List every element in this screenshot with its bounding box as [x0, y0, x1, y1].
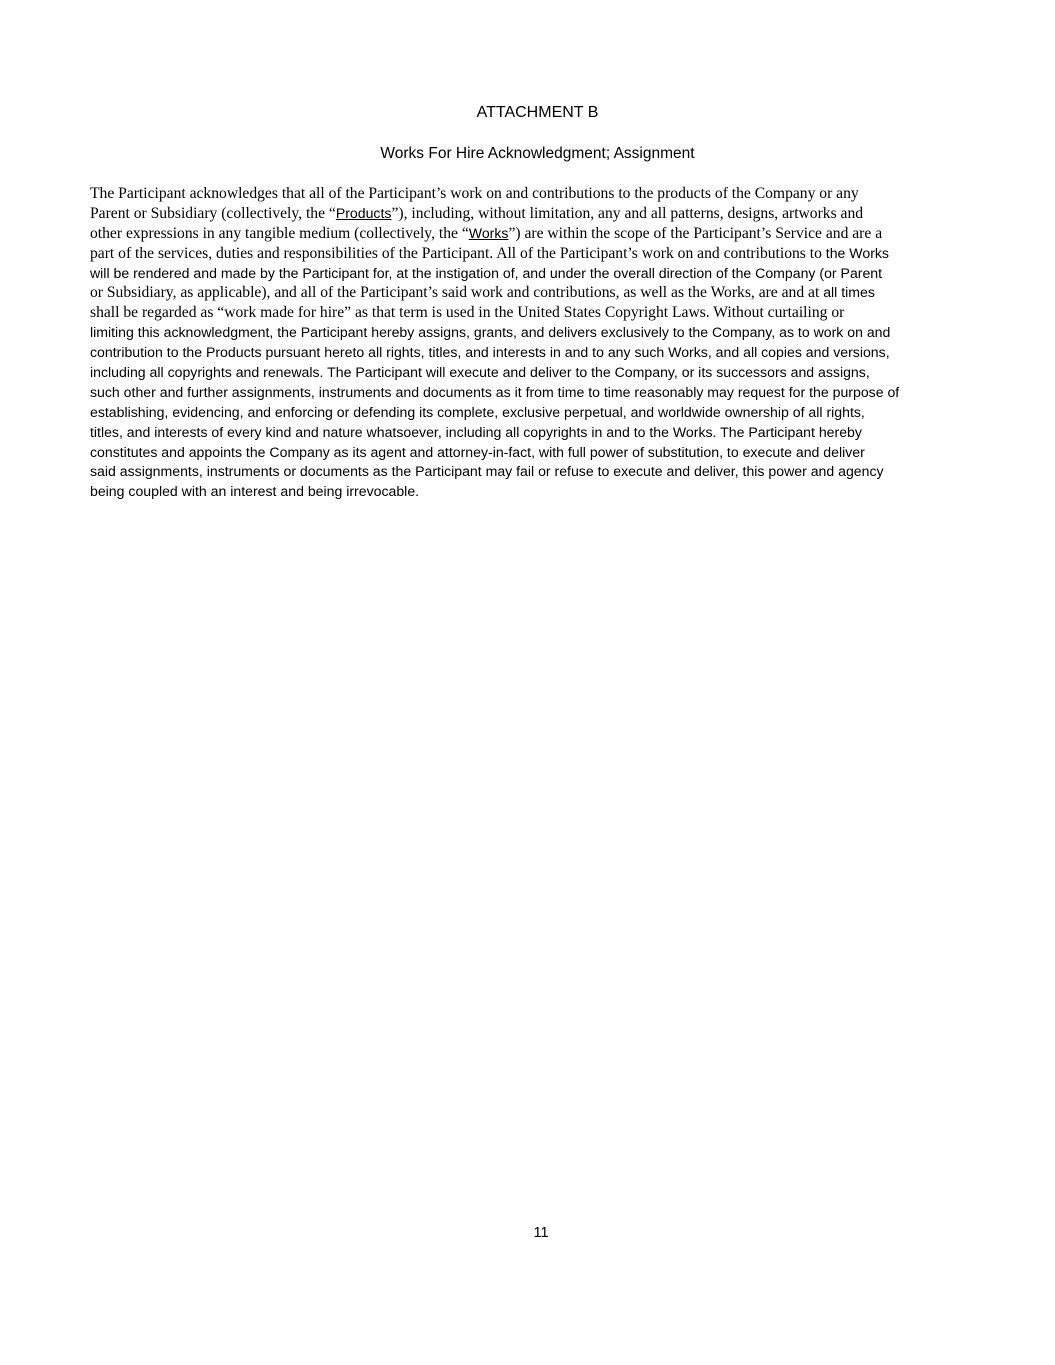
- text-run: shall be regarded as “work made for hire” as that term is used in the United States Copyright Laws. Without curtailing or: [90, 304, 845, 322]
- text-run: such other and further assignments, instruments and documents as it from time to time reasonably may request for the purpose of: [90, 383, 900, 400]
- text-run: establishing, evidencing, and enforcing or defending its complete, exclusive perpetual, and worldwide ownership of all rights,: [90, 403, 865, 420]
- text-run: part of the services, duties and responsibilities of the Participant. All of the Participant’s work on and contributions to: [90, 244, 826, 262]
- text-run: said assignments, instruments or documents as the Participant may fail or refuse to execute and deliver, this power and agency: [90, 463, 884, 480]
- text-run: being coupled with an interest and being irrevocable.: [90, 483, 420, 500]
- text-run: Parent or Subsidiary (collectively, the “: [90, 204, 336, 222]
- paragraph-line: [90, 303, 990, 323]
- text-run: limiting this acknowledgment, the Participant hereby assigns, grants, and delivers exclusively to the Company, as to work on and: [90, 324, 891, 341]
- text-run: including all copyrights and renewals. The Participant will execute and deliver to the Company, or its successors and assigns,: [90, 364, 870, 381]
- text-run: constitutes and appoints the Company as its agent and attorney-in-fact, with full power of substitution, to execute and deliver: [90, 443, 865, 460]
- text-run: other expressions in any tangible medium (collectively, the “: [90, 224, 469, 242]
- paragraph-line: [90, 323, 990, 343]
- defined-term: Works: [468, 224, 509, 241]
- text-run: all times: [823, 284, 875, 301]
- text-run: The Participant acknowledges that all of the Participant’s work on and contributions to the products of the Company or any: [90, 185, 859, 202]
- paragraph-line: [90, 244, 990, 264]
- paragraph-line: [90, 204, 990, 224]
- paragraph-line: [90, 343, 990, 363]
- paragraph-line: [90, 283, 990, 303]
- paragraph-line: [90, 383, 990, 403]
- paragraph-line: [90, 224, 990, 244]
- text-run: titles, and interests of every kind and nature whatsoever, including all copyrights in and to the Works. The Participant hereby: [90, 423, 862, 440]
- paragraph-line: [90, 462, 990, 482]
- text-run: contribution to the Products pursuant hereto all rights, titles, and interests in and to any such Works, and all copies and versions,: [90, 344, 890, 361]
- paragraph-line: [90, 423, 990, 443]
- page-number: 11: [533, 1225, 549, 1241]
- text-run: or Subsidiary, as applicable), and all of the Participant’s said work and contributions, as well as the Works, are and at: [90, 284, 824, 302]
- defined-term: Products: [335, 204, 392, 221]
- paragraph-line: [90, 443, 990, 463]
- paragraph-line: [90, 482, 990, 502]
- text-run: the Works: [825, 244, 889, 261]
- paragraph-line: [90, 363, 990, 383]
- text-run: ”) are within the scope of the Participant’s Service and are a: [508, 224, 883, 242]
- text-run: ”), including, without limitation, any and all patterns, designs, artworks and: [391, 204, 864, 222]
- paragraph-line: [90, 264, 990, 284]
- paragraph-line: [90, 403, 990, 423]
- text-run: will be rendered and made by the Participant for, at the instigation of, and under the overall direction of the Company (or Parent: [90, 264, 883, 281]
- paragraph-line: [90, 184, 990, 204]
- page-title: ATTACHMENT B: [476, 104, 599, 121]
- body-paragraph: [90, 184, 990, 502]
- page-subtitle: Works For Hire Acknowledgment; Assignment: [380, 145, 695, 162]
